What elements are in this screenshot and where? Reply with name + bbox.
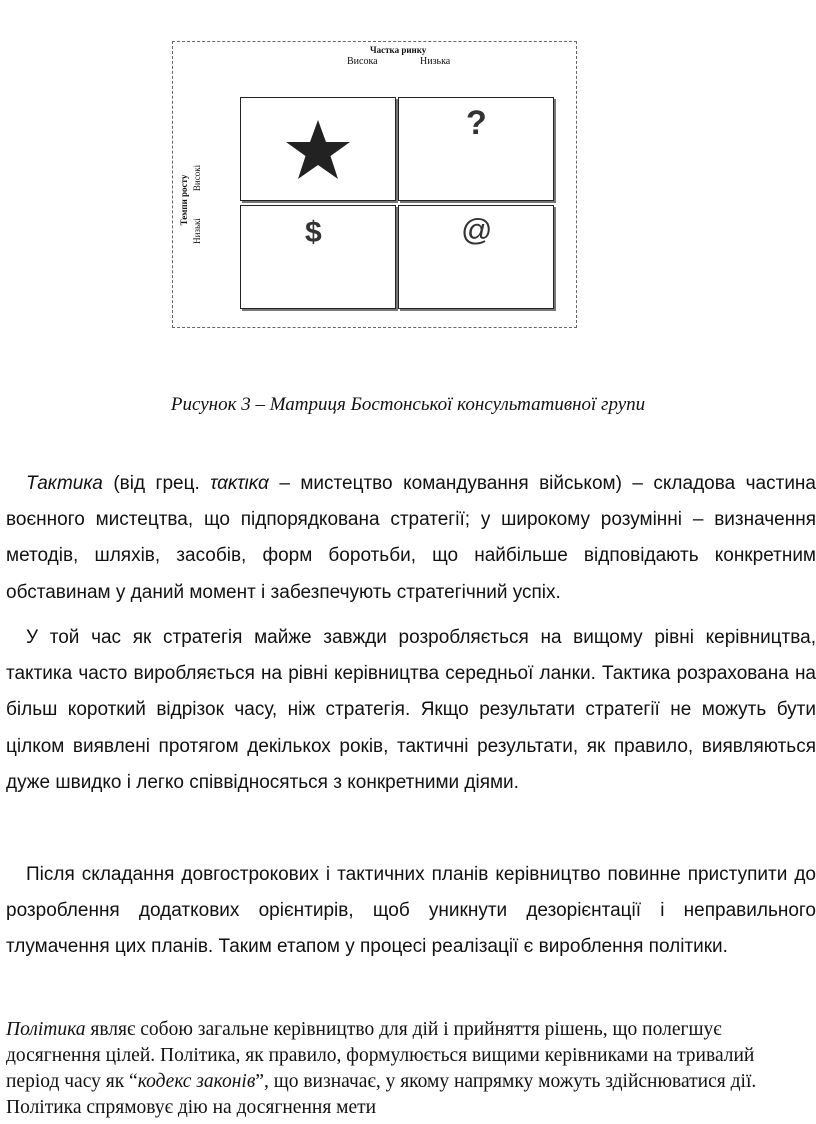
- paragraph-text: – мистецтво командування військом) – складова частина воєнного мистецтва, що підпорядкована стратегії; у широкому розумінні – визначення методів, шляхів, засобів, форм боротьби, що найбільше відповідають конкретним обставинам у даний момент і забезпечують стратегічний успіх.: [6, 473, 816, 603]
- growth-rate-low-label: Низькі: [192, 218, 202, 244]
- paragraph-tactics: [6, 466, 816, 611]
- paragraph-policy: [6, 1017, 802, 1121]
- matrix-cell-at: [398, 205, 554, 309]
- code-of-laws: кодекс законів: [137, 1071, 256, 1092]
- star-icon: [284, 118, 352, 182]
- growth-rate-high-label: Високі: [192, 164, 202, 192]
- figure-caption: Рисунок 3 – Матриця Бостонської консультативної групи: [170, 394, 646, 415]
- term-tactics: Тактика: [26, 473, 103, 494]
- paragraph-policy-intro: Після складання довгострокових і тактичних планів керівництво повинне приступити до розроблення додаткових орієнтирів, щоб уникнути дезорієнтації і неправильного тлумачення цих планів. Таким етапом у процесі реалізації є вироблення політики.: [6, 864, 816, 958]
- greek-term: τακτικα: [210, 473, 269, 494]
- matrix-cell-question: [398, 97, 554, 201]
- matrix-cell-star: [240, 97, 396, 201]
- market-share-low-label: Низька: [420, 56, 451, 67]
- growth-rate-title: Темпи росту: [179, 174, 189, 226]
- paragraph-text: являє собою загальне керівництво для дій і прийняття рішень, що полегшує досягнення цілей. Політика, як правило, формулюється вищими керівниками на тривалий період часу як “: [6, 1019, 755, 1092]
- paragraph-strategy-vs-tactics: У той час як стратегія майже завжди розробляється на вищому рівні керівництва, тактика часто виробляється на рівні керівництва середньої ланки. Тактика розрахована на більш короткий відрізок часу, ніж стратегія. Якщо результати стратегії не можуть бути цілком виявлені протягом декількох років, тактичні результати, як правило, виявляються дуже швидко і легко співвідносяться з конкретними діями.: [6, 627, 816, 793]
- paragraph-text: ”, що визначає, у якому напрямку можуть здійснюватися дії. Політика спрямовує дію на досягнення мети: [6, 1071, 757, 1118]
- market-share-high-label: Висока: [347, 56, 378, 67]
- matrix-cell-dollar: [240, 205, 396, 309]
- market-share-title: Частка ринку: [370, 45, 427, 55]
- question-icon: ?: [466, 104, 487, 142]
- at-icon: @: [461, 212, 493, 247]
- paragraph-text: (від грец.: [102, 473, 211, 494]
- term-policy: Політика: [6, 1019, 86, 1040]
- dollar-icon: $: [305, 216, 322, 249]
